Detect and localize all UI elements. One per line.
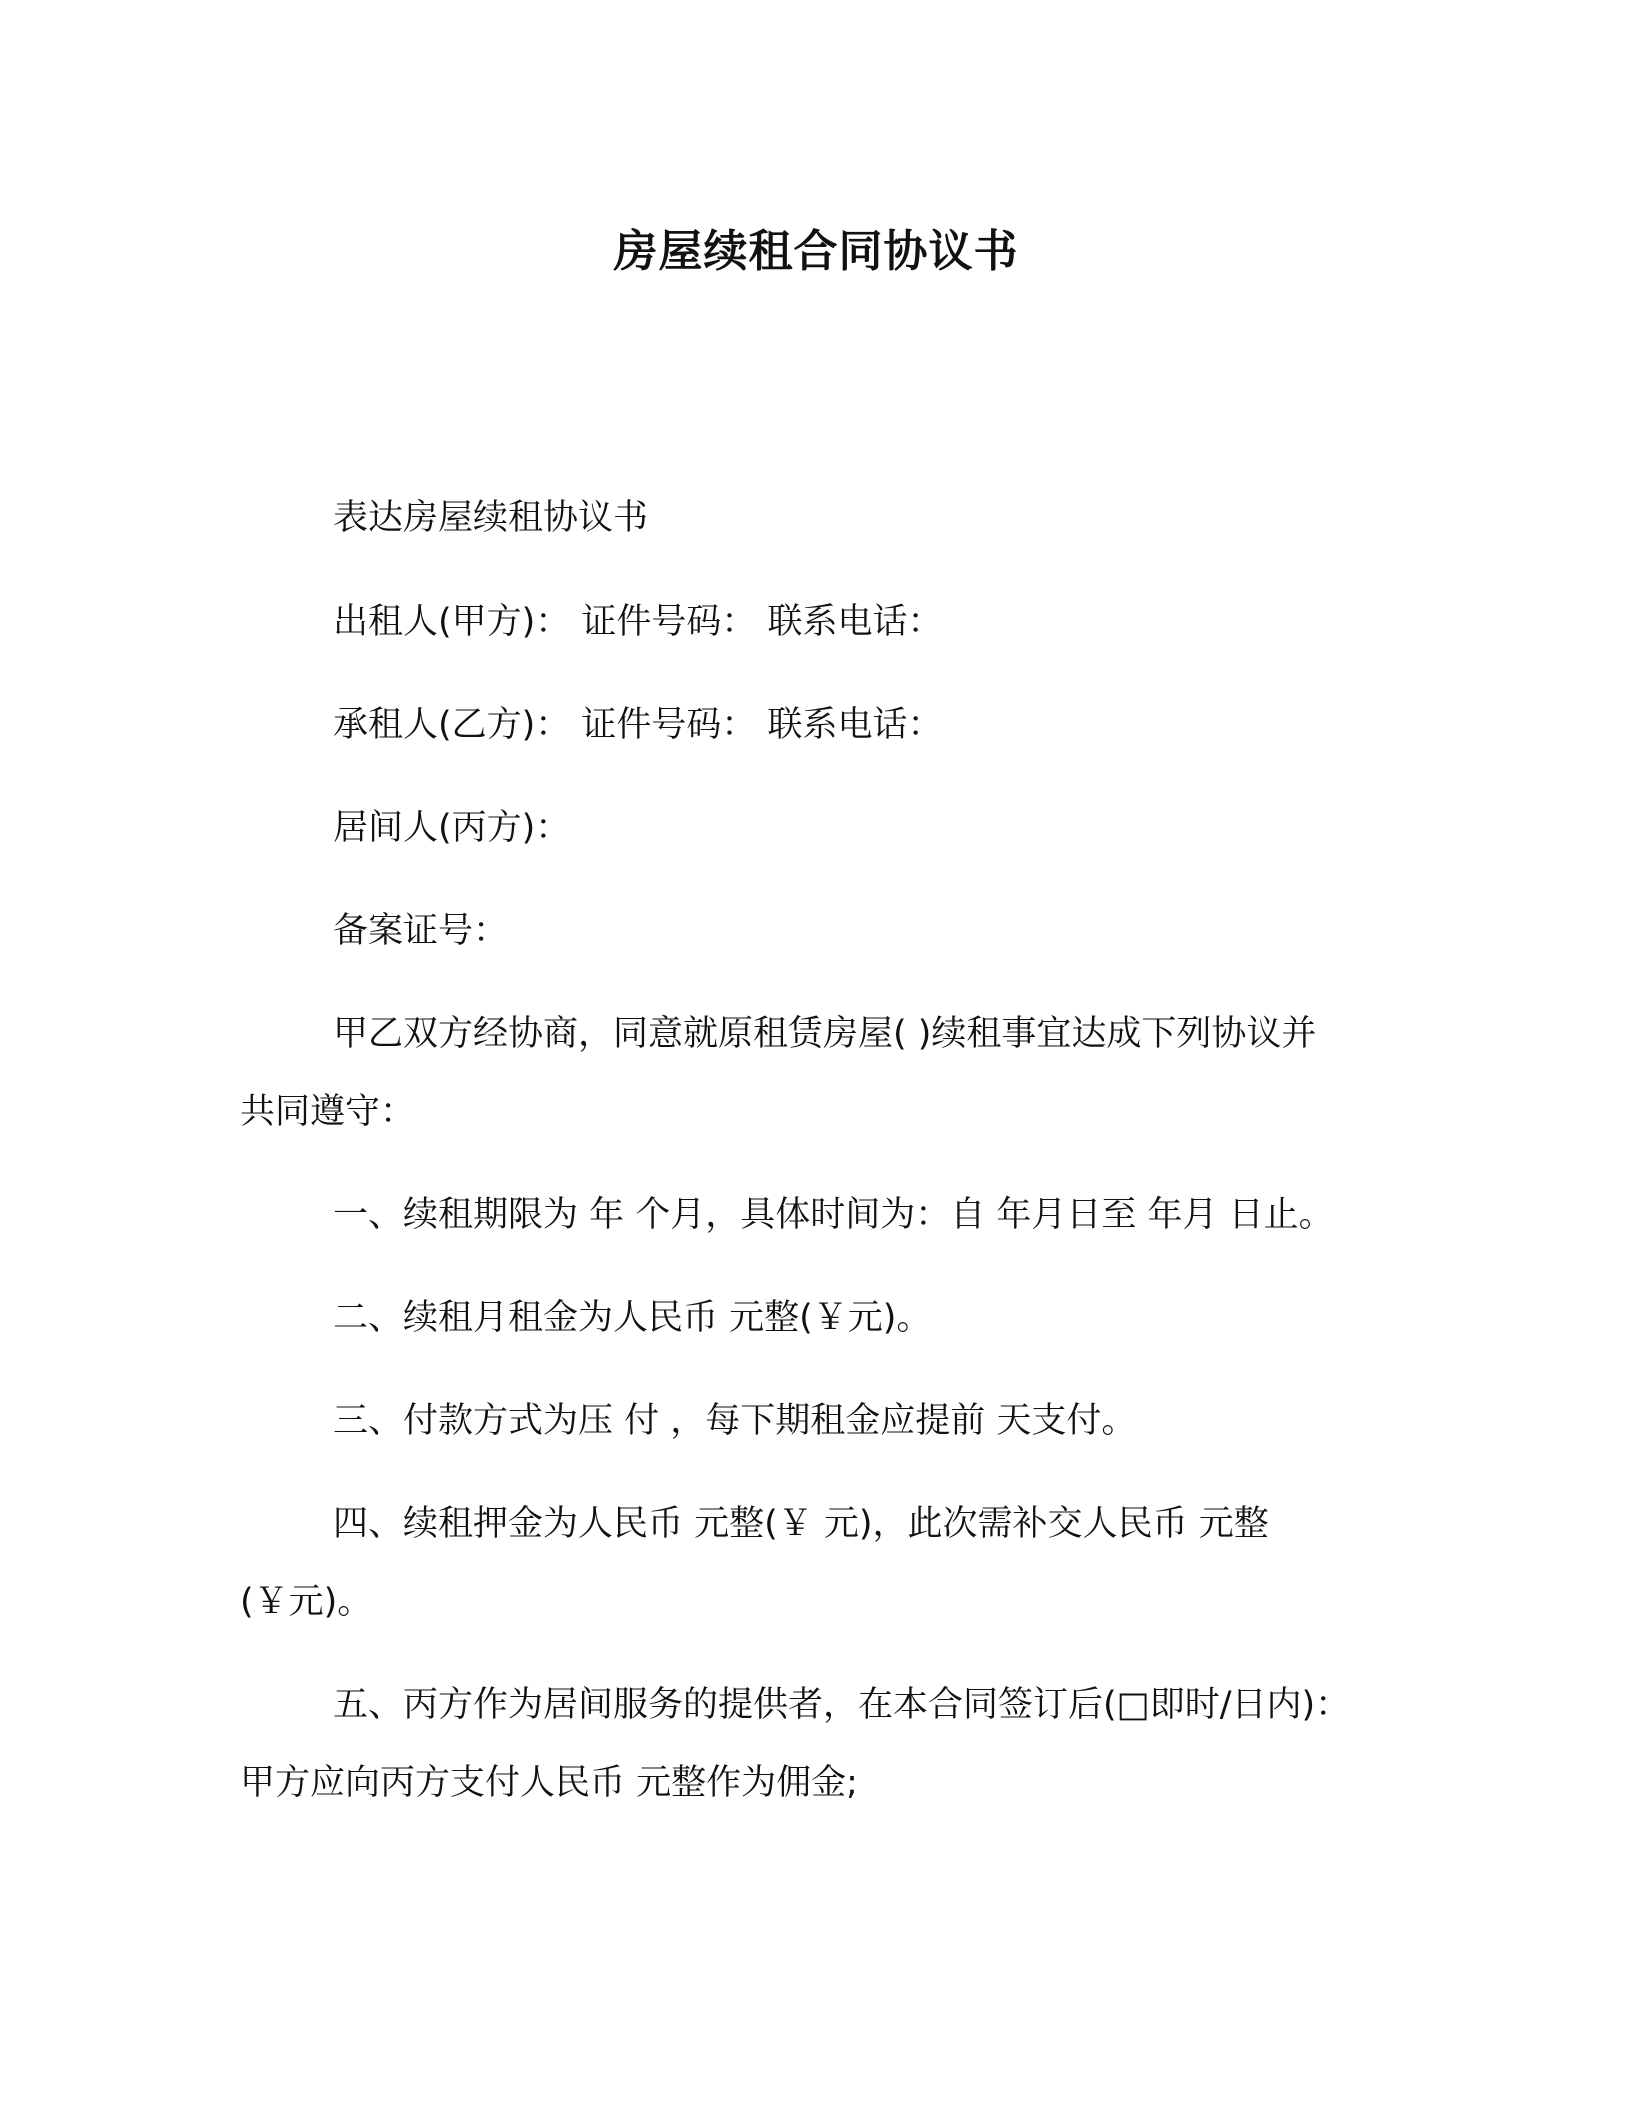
intro-line-2: 共同遵守： [240,1092,416,1132]
clause-5-line-2: 甲方应向丙方支付人民币 元整作为佣金; [240,1763,858,1803]
clause-4-line-2: (￥元)。 [240,1582,373,1622]
document-title: 房屋续租合同协议书 [613,226,1019,277]
clause-4-line-1: 四、续租押金为人民币 元整(￥ 元)，此次需补交人民币 元整 [333,1504,1269,1544]
document-subtitle: 表达房屋续租协议书 [333,498,649,538]
filing-number-line: 备案证号： [333,911,509,951]
clause-1: 一、续租期限为 年 个月，具体时间为：自 年月日至 年月 日止。 [333,1195,1334,1235]
lessee-line: 承租人(乙方)： 证件号码： 联系电话： [333,705,943,745]
clause-3: 三、付款方式为压 付 ，每下期租金应提前 天支付。 [333,1401,1137,1441]
clause-5-line-1: 五、丙方作为居间服务的提供者，在本合同签订后(□即时/日内)： [333,1685,1351,1725]
intro-line-1: 甲乙双方经协商，同意就原租赁房屋( )续租事宜达成下列协议并 [333,1014,1317,1054]
lessor-line: 出租人(甲方)： 证件号码： 联系电话： [333,602,943,642]
clause-2: 二、续租月租金为人民币 元整(￥元)。 [333,1298,932,1338]
broker-line: 居间人(丙方)： [333,808,571,848]
